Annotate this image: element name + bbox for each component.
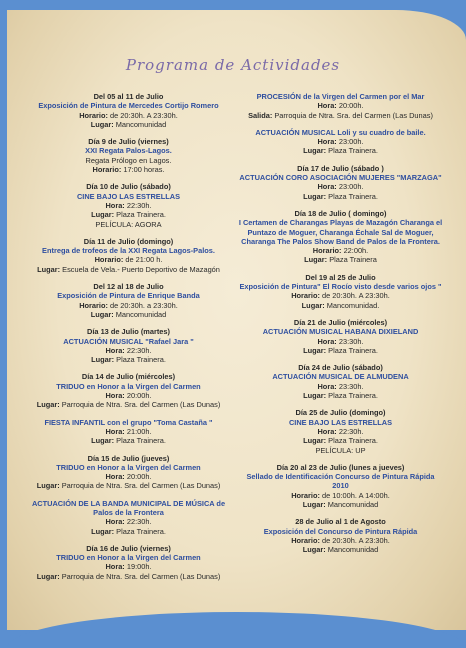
detail-value: Parroquia de Ntra. Sra. del Carmen (Las Dunas)	[61, 571, 221, 581]
detail-value: 19:00h.	[126, 562, 152, 572]
event-detail	[26, 517, 231, 526]
event-name: ACTUACIÓN MUSICAL "Rafael Jara "	[63, 336, 194, 346]
event-item	[238, 463, 443, 509]
event-name: Exposición del Concurso de Pintura Rápida	[263, 526, 418, 536]
detail-key: Horario:	[94, 255, 124, 265]
event-item	[26, 372, 231, 409]
detail-value: Plaza Trainera.	[116, 436, 166, 446]
detail-key: Horario:	[312, 246, 342, 256]
detail-value: Plaza Trainera.	[328, 391, 378, 401]
event-detail	[26, 400, 231, 409]
detail-key: Hora:	[317, 336, 337, 346]
event-date: Día 9 de Julio (viernes)	[88, 137, 169, 147]
event-item	[238, 128, 443, 156]
detail-value: PELÍCULA: AGORA	[95, 219, 162, 229]
event-detail	[26, 220, 231, 229]
event-detail	[26, 210, 231, 219]
event-detail	[238, 500, 443, 509]
detail-value: 22:30h.	[126, 517, 152, 527]
event-name: TRIDUO en Honor a la Virgen del Carmen	[56, 381, 201, 391]
detail-value: de 20:30h. A 23:30h.	[110, 110, 178, 120]
event-detail	[238, 436, 443, 445]
event-item	[238, 209, 443, 265]
detail-key: Horario:	[79, 300, 108, 310]
detail-key: Hora:	[317, 137, 337, 147]
event-detail	[26, 481, 231, 490]
detail-key: Lugar:	[303, 391, 327, 401]
event-name: Exposición de Pintura" El Rocío visto desde varios ojos "	[239, 282, 442, 292]
detail-key: Lugar:	[36, 571, 60, 581]
event-name: PROCESIÓN de la Virgen del Carmen por el Mar	[256, 92, 425, 101]
detail-value: 23:00h.	[338, 137, 364, 147]
event-detail	[238, 255, 443, 264]
event-detail	[26, 120, 231, 129]
event-name: CINE BAJO LAS ESTRELLAS	[76, 191, 181, 201]
detail-value: 20:00h.	[126, 391, 152, 401]
detail-key: Horario:	[291, 291, 320, 301]
event-date: Día 25 de Julio (domingo)	[295, 408, 386, 418]
event-detail	[26, 562, 231, 571]
detail-key: Lugar:	[91, 355, 115, 365]
event-item	[26, 92, 231, 129]
detail-value: Plaza Trainera.	[328, 345, 378, 355]
detail-key: Hora:	[105, 562, 125, 572]
event-detail	[238, 382, 443, 391]
event-item	[26, 454, 231, 491]
event-detail	[238, 346, 443, 355]
detail-key: Lugar:	[37, 264, 61, 274]
event-item	[238, 318, 443, 355]
event-date: Día 24 de Julio (sábado)	[298, 363, 383, 373]
event-date: Día 11 de Julio (domingo)	[83, 236, 174, 246]
detail-key: Hora:	[317, 101, 337, 111]
event-item	[26, 137, 231, 174]
event-item	[26, 282, 231, 319]
event-item	[26, 499, 231, 536]
detail-key: Lugar:	[303, 146, 327, 156]
detail-value: 20:00h.	[338, 101, 364, 111]
detail-key: Lugar:	[90, 119, 114, 129]
detail-value: 17:00 horas.	[123, 165, 165, 175]
detail-key: Hora:	[105, 391, 125, 401]
event-item	[26, 418, 231, 446]
event-name: TRIDUO en Honor a la Virgen del Carmen	[56, 462, 201, 472]
event-detail	[238, 246, 443, 255]
detail-key: Lugar:	[303, 345, 327, 355]
event-item	[26, 237, 231, 274]
detail-key: Hora:	[317, 381, 337, 391]
detail-key: Hora:	[317, 426, 337, 436]
event-detail	[26, 111, 231, 120]
event-detail	[26, 265, 231, 274]
event-detail	[26, 436, 231, 445]
event-name: ACTUACIÓN CORO ASOCIACIÓN MUJERES "MARZAGA"	[239, 173, 442, 183]
detail-value: 22:30h.	[338, 426, 364, 436]
event-detail	[238, 291, 443, 300]
detail-value: Regata Prólogo en Lagos.	[85, 155, 172, 165]
event-detail	[238, 337, 443, 346]
event-name: ACTUACIÓN MUSICAL Loli y su cuadro de baile.	[255, 127, 426, 137]
detail-value: Parroquia de Ntra. Sra. del Carmen (Las Dunas)	[274, 110, 433, 120]
event-date: Día 21 de Julio (miércoles)	[293, 317, 388, 327]
detail-key: Horario:	[79, 110, 108, 120]
detail-key: Lugar:	[90, 309, 114, 319]
event-date: 28 de Julio al 1 de Agosto	[295, 517, 386, 527]
detail-value: 23:30h.	[338, 381, 364, 391]
event-name: XXI Regata Palos-Lagos.	[85, 146, 172, 156]
detail-value: de 20:30h. A 23:30h.	[322, 291, 390, 301]
event-date: Del 19 al 25 de Julio	[305, 272, 376, 282]
event-detail	[26, 255, 231, 264]
event-item	[238, 363, 443, 400]
event-detail	[26, 310, 231, 319]
event-detail	[26, 572, 231, 581]
event-name: Entrega de trofeos de la XXI Regata Lagos-Palos.	[42, 246, 215, 256]
event-detail	[26, 427, 231, 436]
event-detail	[238, 491, 443, 500]
detail-key: Hora:	[317, 182, 337, 192]
event-name: CINE BAJO LAS ESTRELLAS	[288, 417, 393, 427]
event-detail	[238, 301, 443, 310]
detail-key: Lugar:	[91, 436, 115, 446]
event-detail	[238, 146, 443, 155]
detail-value: Escuela de Vela.- Puerto Deportivo de Mazagón	[62, 264, 220, 274]
event-date: Día 20 al 23 de Julio (lunes a jueves)	[276, 462, 405, 472]
detail-key: Hora:	[105, 345, 125, 355]
event-name: ACTUACIÓN MUSICAL DE ALMUDENA	[272, 372, 409, 382]
event-detail	[26, 156, 231, 165]
event-name: Exposición de Pintura de Mercedes Cortijo Romero	[38, 101, 219, 111]
event-date: Día 15 de Julio (jueves)	[87, 453, 170, 463]
event-date: Día 13 de Julio (martes)	[87, 327, 170, 337]
detail-value: 22:30h.	[126, 345, 152, 355]
detail-key: Lugar:	[36, 400, 60, 410]
detail-key: Salida:	[248, 110, 273, 120]
event-name: I Certamen de Charangas Playas de Mazagón Charanga el Puntazo de Moguer, Charanga Échale Sal de Moguer, Charanga The Palos Show Band de Palos de la Frontera.	[238, 218, 443, 246]
detail-value: PELÍCULA: UP	[315, 445, 366, 455]
detail-value: de 20:30h. a 23:30h.	[110, 300, 178, 310]
detail-value: Plaza Trainera.	[328, 146, 378, 156]
event-name: Sellado de Identificación Concurso de Pintura Rápida 2010	[246, 472, 435, 491]
event-detail	[238, 391, 443, 400]
event-item	[238, 408, 443, 454]
detail-value: Mancomunidad	[115, 119, 167, 129]
event-detail	[26, 346, 231, 355]
event-item	[238, 273, 443, 310]
event-detail	[26, 301, 231, 310]
detail-value: Mancomunidad	[115, 309, 167, 319]
event-date: Día 16 de Julio (viernes)	[86, 543, 171, 553]
detail-key: Hora:	[105, 517, 125, 527]
detail-key: Hora:	[105, 200, 125, 210]
event-date: Día 10 de Julio (sábado)	[86, 182, 171, 192]
detail-key: Lugar:	[91, 210, 115, 220]
event-date: Día 14 de Julio (miércoles)	[81, 372, 176, 382]
detail-value: 20:00h.	[126, 472, 152, 482]
detail-value: Plaza Trainera.	[116, 526, 166, 536]
detail-value: de 21:00 h.	[125, 255, 163, 265]
event-detail	[26, 527, 231, 536]
detail-value: Mancomunidad	[327, 545, 379, 555]
event-detail	[238, 427, 443, 436]
detail-value: Plaza Trainera.	[328, 191, 378, 201]
detail-key: Lugar:	[303, 191, 327, 201]
event-date: Día 17 de Julio (sábado )	[297, 163, 384, 173]
detail-value: Mancomunidad	[327, 499, 379, 509]
event-date: Del 12 al 18 de Julio	[93, 282, 164, 292]
detail-value: 23:00h.	[338, 182, 364, 192]
detail-key: Lugar:	[36, 481, 60, 491]
detail-value: Parroquia de Ntra. Sra. del Carmen (Las Dunas)	[61, 481, 221, 491]
detail-value: 22:00h.	[343, 246, 369, 256]
event-detail	[238, 536, 443, 545]
detail-value: Plaza Trainera.	[116, 210, 166, 220]
event-name: FIESTA INFANTIL con el grupo "Toma Castaña "	[44, 417, 213, 427]
event-item	[238, 164, 443, 201]
event-name: ACTUACIÓN DE LA BANDA MUNICIPAL DE MÚSICA de Palos de la Frontera	[31, 498, 226, 517]
event-detail	[26, 472, 231, 481]
detail-key: Horario:	[92, 165, 122, 175]
detail-value: Plaza Trainera.	[116, 355, 166, 365]
event-item	[26, 544, 231, 581]
event-item	[238, 92, 443, 120]
left-column	[26, 92, 231, 589]
event-detail	[26, 391, 231, 400]
detail-key: Lugar:	[303, 436, 327, 446]
detail-key: Lugar:	[301, 300, 325, 310]
event-detail	[238, 111, 443, 120]
event-detail	[238, 192, 443, 201]
event-date: Día 18 de Julio ( domingo)	[294, 208, 387, 218]
detail-key: Hora:	[105, 426, 125, 436]
detail-value: Plaza Trainera.	[328, 436, 378, 446]
event-item	[26, 327, 231, 364]
event-detail	[26, 165, 231, 174]
detail-value: de 20:30h. A 23:30h.	[322, 535, 390, 545]
event-name: TRIDUO en Honor a la Virgen del Carmen	[56, 553, 201, 563]
detail-value: 23:30h.	[338, 336, 364, 346]
detail-value: 21:00h.	[126, 426, 152, 436]
right-column	[238, 92, 443, 562]
event-item	[26, 182, 231, 228]
detail-key: Lugar:	[302, 499, 326, 509]
event-item	[238, 517, 443, 554]
detail-key: Lugar:	[302, 545, 326, 555]
event-date: Del 05 al 11 de Julio	[93, 92, 164, 101]
page-title: Programa de Actividades	[125, 56, 341, 74]
event-detail	[238, 137, 443, 146]
event-detail	[238, 101, 443, 110]
detail-value: Plaza Trainera	[329, 255, 377, 265]
event-detail	[238, 446, 443, 455]
event-detail	[26, 201, 231, 210]
detail-key: Horario:	[291, 490, 320, 500]
detail-value: Parroquia de Ntra. Sra. del Carmen (Las Dunas)	[61, 400, 221, 410]
detail-value: 22:30h.	[126, 200, 152, 210]
event-detail	[238, 545, 443, 554]
detail-value: Mancomunidad.	[326, 300, 380, 310]
event-detail	[238, 182, 443, 191]
detail-value: de 10:00h. A 14:00h.	[322, 490, 390, 500]
event-detail	[26, 355, 231, 364]
event-name: Exposición de Pintura de Enrique Banda	[57, 291, 200, 301]
detail-key: Hora:	[105, 472, 125, 482]
detail-key: Horario:	[291, 535, 320, 545]
detail-key: Lugar:	[304, 255, 328, 265]
detail-key: Lugar:	[91, 526, 115, 536]
event-name: ACTUACIÓN MUSICAL HABANA DIXIELAND	[262, 327, 419, 337]
